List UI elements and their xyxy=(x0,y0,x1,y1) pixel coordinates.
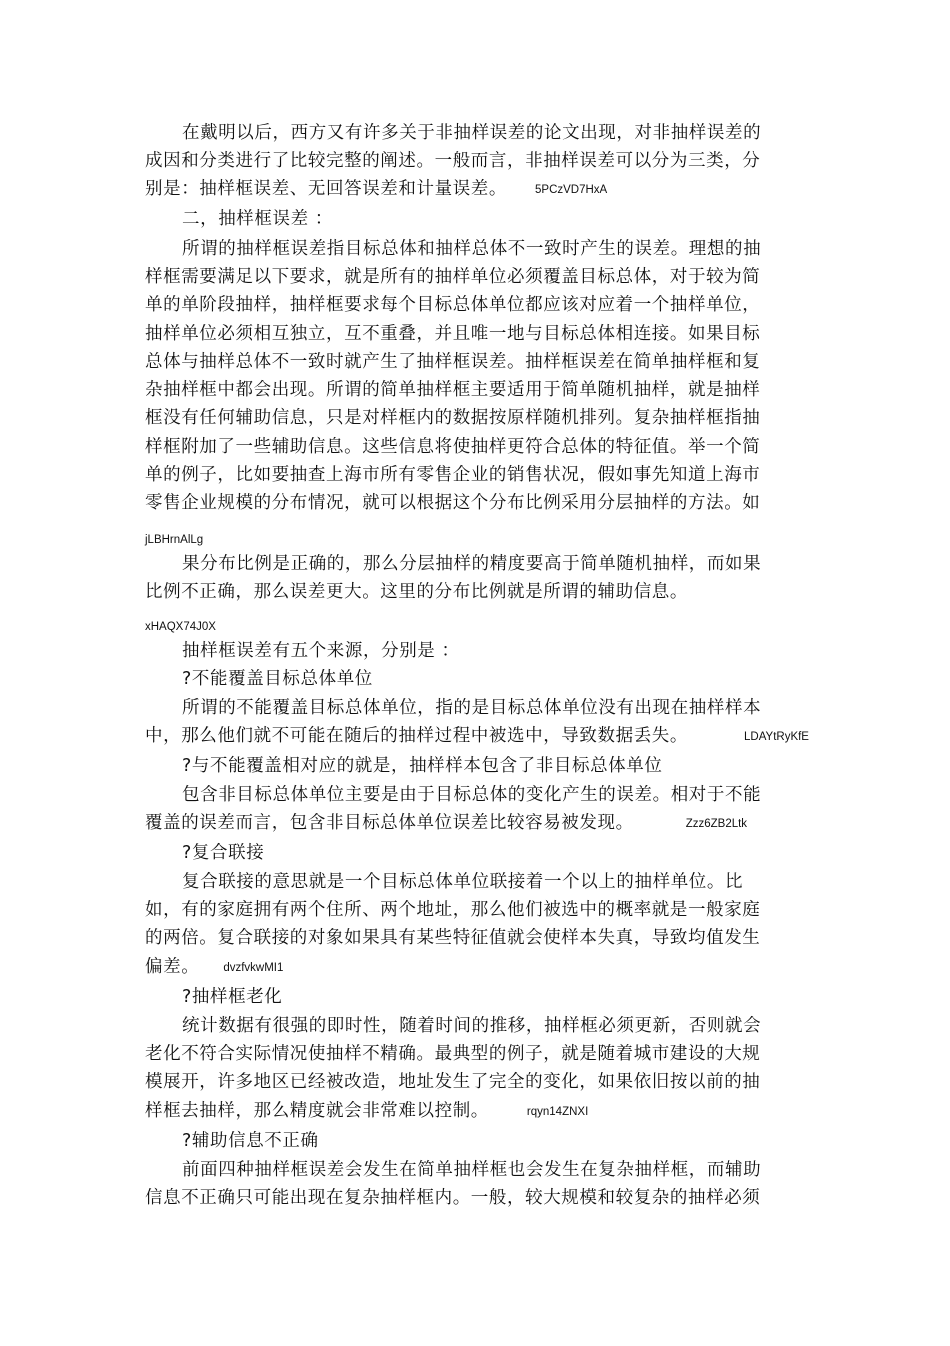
reference-code: Zzz6ZB2Ltk xyxy=(685,818,748,830)
paragraph-line xyxy=(182,697,761,719)
line-text: 果分布比例是正确的，那么分层抽样的精度要高于简单随机抽样，而如果 xyxy=(182,554,762,574)
line-text: 杂抽样框中都会出现。所谓的简单抽样框主要适用于简单随机抽样，就是抽样 xyxy=(145,380,761,400)
paragraph-line xyxy=(145,150,760,172)
line-text: 抽样单位必须相互独立，互不重叠，并且唯一地与目标总体相连接。如果目标 xyxy=(145,324,761,344)
line-text: 中，那么他们就不可能在随后的抽样过程中被选中，导致数据丢失。 xyxy=(145,726,688,746)
paragraph-line xyxy=(145,407,760,429)
heading-text: ?复合联接 xyxy=(182,843,265,863)
line-text: 单的单阶段抽样，抽样框要求每个目标总体单位都应该对应着一个抽样单位， xyxy=(145,295,761,315)
paragraph-line xyxy=(182,1159,761,1181)
paragraph-line xyxy=(145,379,760,401)
paragraph-line xyxy=(145,436,760,458)
heading-text: ?抽样框老化 xyxy=(182,987,283,1007)
reference-code: jLBHrnAlLg xyxy=(145,534,204,546)
line-text: 偏差。 xyxy=(145,957,200,977)
line-text: 覆盖的误差而言，包含非目标总体单位误差比较容易被发现。 xyxy=(145,813,634,833)
paragraph-line xyxy=(145,1100,588,1123)
line-text: 信息不正确只可能出现在复杂抽样框内。一般，较大规模和较复杂的抽样必须 xyxy=(145,1188,761,1208)
paragraph-line xyxy=(182,553,761,575)
list-item-heading xyxy=(182,755,663,777)
paragraph-line xyxy=(145,927,760,949)
list-item-heading xyxy=(182,986,282,1008)
heading-text: 二，抽样框误差 ： xyxy=(182,209,333,229)
line-text: 样框去抽样，那么精度就会非常难以控制。 xyxy=(145,1101,489,1121)
paragraph-line xyxy=(145,1071,760,1093)
paragraph-line xyxy=(145,1043,760,1065)
paragraph-line xyxy=(145,178,607,201)
reference-code: xHAQX74J0X xyxy=(145,621,216,633)
paragraph-line xyxy=(145,464,760,486)
list-item-heading xyxy=(182,1130,319,1152)
line-text: 零售企业规模的分布情况，就可以根据这个分布比例采用分层抽样的方法。如 xyxy=(145,493,761,513)
line-text: 的两倍。复合联接的对象如果具有某些特征值就会使样本失真，导致均值发生 xyxy=(145,928,761,948)
paragraph-line xyxy=(145,812,747,835)
paragraph-line xyxy=(145,956,283,979)
line-text: 所谓的抽样框误差指目标总体和抽样总体不一致时产生的误差。理想的抽 xyxy=(182,239,762,259)
paragraph-line xyxy=(182,871,743,893)
reference-code: rqyn14ZNXI xyxy=(526,1106,589,1118)
line-text: 复合联接的意思就是一个目标总体单位联接着一个以上的抽样单位。比 xyxy=(182,872,744,892)
reference-code: LDAYtRyKfE xyxy=(744,731,809,743)
line-text: 在戴明以后，西方又有许多关于非抽样误差的论文出现，对非抽样误差的 xyxy=(182,123,762,143)
line-text: 包含非目标总体单位主要是由于目标总体的变化产生的误差。相对于不能 xyxy=(182,785,762,805)
line-text: 别是：抽样框误差、无回答误差和计量误差。 xyxy=(145,179,507,199)
paragraph-line xyxy=(145,294,760,316)
line-text: 模展开，许多地区已经被改造，地址发生了完全的变化，如果依旧按以前的抽 xyxy=(145,1072,761,1092)
paragraph-line xyxy=(145,1187,760,1209)
heading-text: ?与不能覆盖相对应的就是，抽样样本包含了非目标总体单位 xyxy=(182,756,663,776)
line-text: 框没有任何辅助信息，只是对样框内的数据按原样随机排列。复杂抽样框指抽 xyxy=(145,408,761,428)
paragraph-line xyxy=(145,725,809,748)
line-text: 所谓的不能覆盖目标总体单位，指的是目标总体单位没有出现在抽样样本 xyxy=(182,698,762,718)
line-text: 统计数据有很强的即时性，随着时间的推移，抽样框必须更新，否则就会 xyxy=(182,1016,762,1036)
line-text: 样框附加了一些辅助信息。这些信息将使抽样更符合总体的特征值。举一个简 xyxy=(145,437,761,457)
paragraph-line xyxy=(182,1015,761,1037)
reference-code: 5PCzVD7HxA xyxy=(535,184,608,196)
heading-text: ?辅助信息不正确 xyxy=(182,1131,319,1151)
reference-code: dvzfvkwMI1 xyxy=(223,962,284,974)
line-text: 比例不正确，那么误差更大。这里的分布比例就是所谓的辅助信息。 xyxy=(145,582,688,602)
paragraph-line xyxy=(145,899,760,921)
paragraph-line xyxy=(145,581,688,603)
paragraph-line xyxy=(182,640,460,662)
paragraph-line xyxy=(145,492,760,514)
list-item-heading xyxy=(182,668,373,690)
paragraph-line xyxy=(145,323,760,345)
list-item-heading xyxy=(182,842,264,864)
paragraph-line xyxy=(145,266,760,288)
line-text: 样框需要满足以下要求，就是所有的抽样单位必须覆盖目标总体，对于较为简 xyxy=(145,267,761,287)
line-text: 总体与抽样总体不一致时就产生了抽样框误差。抽样框误差在简单抽样框和复 xyxy=(145,352,761,372)
paragraph-line xyxy=(145,351,760,373)
section-heading xyxy=(182,208,333,230)
line-text: 成因和分类进行了比较完整的阐述。一般而言，非抽样误差可以分为三类，分 xyxy=(145,151,761,171)
line-text: 老化不符合实际情况使抽样不精确。最典型的例子，就是随着城市建设的大规 xyxy=(145,1044,761,1064)
paragraph-line xyxy=(182,238,761,260)
line-text: 前面四种抽样框误差会发生在简单抽样框也会发生在复杂抽样框，而辅助 xyxy=(182,1160,762,1180)
line-text: 如，有的家庭拥有两个住所、两个地址，那么他们被选中的概率就是一般家庭 xyxy=(145,900,761,920)
line-text: 抽样框误差有五个来源，分别是 ： xyxy=(182,641,460,661)
paragraph-line xyxy=(182,122,761,144)
heading-text: ?不能覆盖目标总体单位 xyxy=(182,669,373,689)
line-text: 单的例子，比如要抽查上海市所有零售企业的销售状况，假如事先知道上海市 xyxy=(145,465,761,485)
paragraph-line xyxy=(182,784,761,806)
